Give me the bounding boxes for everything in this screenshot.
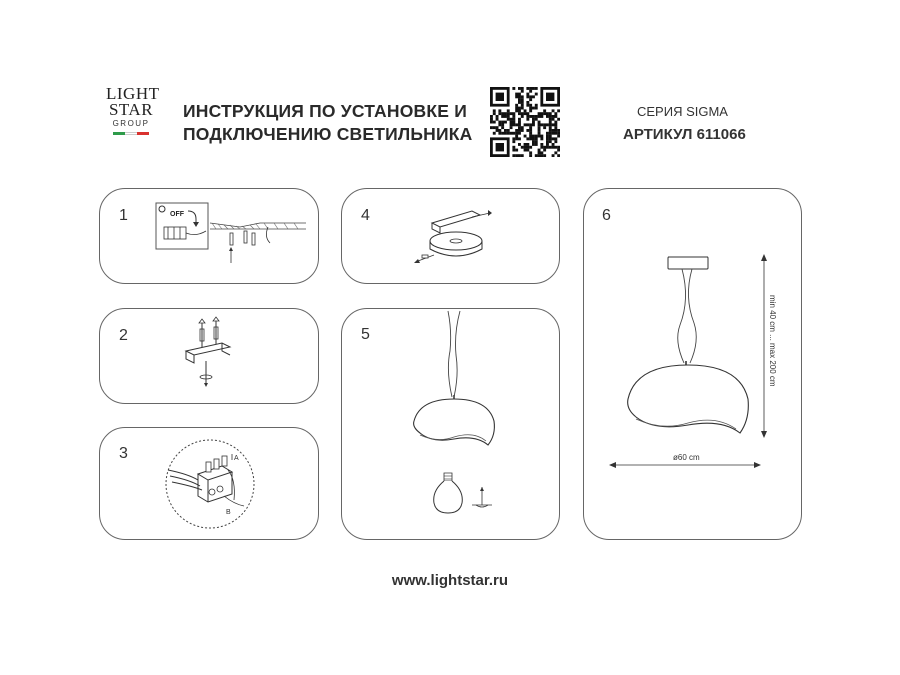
series-label: СЕРИЯ SIGMA — [637, 104, 728, 119]
article-label: АРТИКУЛ 611066 — [623, 126, 746, 143]
wire-label-a: A — [234, 455, 239, 462]
step-panel-2 — [99, 308, 319, 404]
wire-label-b: B — [226, 509, 231, 516]
step-panel-6 — [583, 188, 802, 540]
step-number: 2 — [119, 327, 128, 344]
height-dimension-label: min 40 cm ... max 200 cm — [768, 295, 777, 387]
step-panel-5 — [341, 308, 560, 540]
mounting-bracket-illustration — [176, 315, 246, 399]
wire-connection-illustration — [162, 436, 258, 532]
off-label: OFF — [170, 211, 184, 218]
dimensions-illustration — [602, 247, 792, 477]
brand-logo — [106, 84, 160, 135]
step-panel-3 — [99, 427, 319, 540]
canopy-mounting-illustration — [412, 195, 502, 279]
power-off-illustration — [150, 197, 310, 277]
step-panel-1 — [99, 188, 319, 284]
step-number: 4 — [361, 207, 370, 224]
title-line-1: ИНСТРУКЦИЯ ПО УСТАНОВКЕ И — [183, 101, 467, 121]
italian-flag-icon — [106, 132, 156, 135]
title-line-2: ПОДКЛЮЧЕНИЮ СВЕТИЛЬНИКА — [183, 124, 473, 144]
page-title — [183, 100, 473, 146]
diameter-dimension-label: ø60 cm — [673, 453, 700, 462]
lamp-shade-and-bulb-illustration — [400, 309, 520, 524]
step-number: 3 — [119, 445, 128, 462]
logo-line-star: STAR — [108, 100, 154, 119]
step-number: 5 — [361, 326, 370, 343]
logo-line-light: LIGHT — [106, 84, 160, 103]
qr-code-icon — [490, 87, 560, 157]
step-panel-4 — [341, 188, 560, 284]
step-number: 1 — [119, 207, 128, 224]
step-number: 6 — [602, 207, 611, 224]
website-link[interactable]: www.lightstar.ru — [391, 572, 509, 589]
logo-line-group: GROUP — [112, 119, 150, 128]
